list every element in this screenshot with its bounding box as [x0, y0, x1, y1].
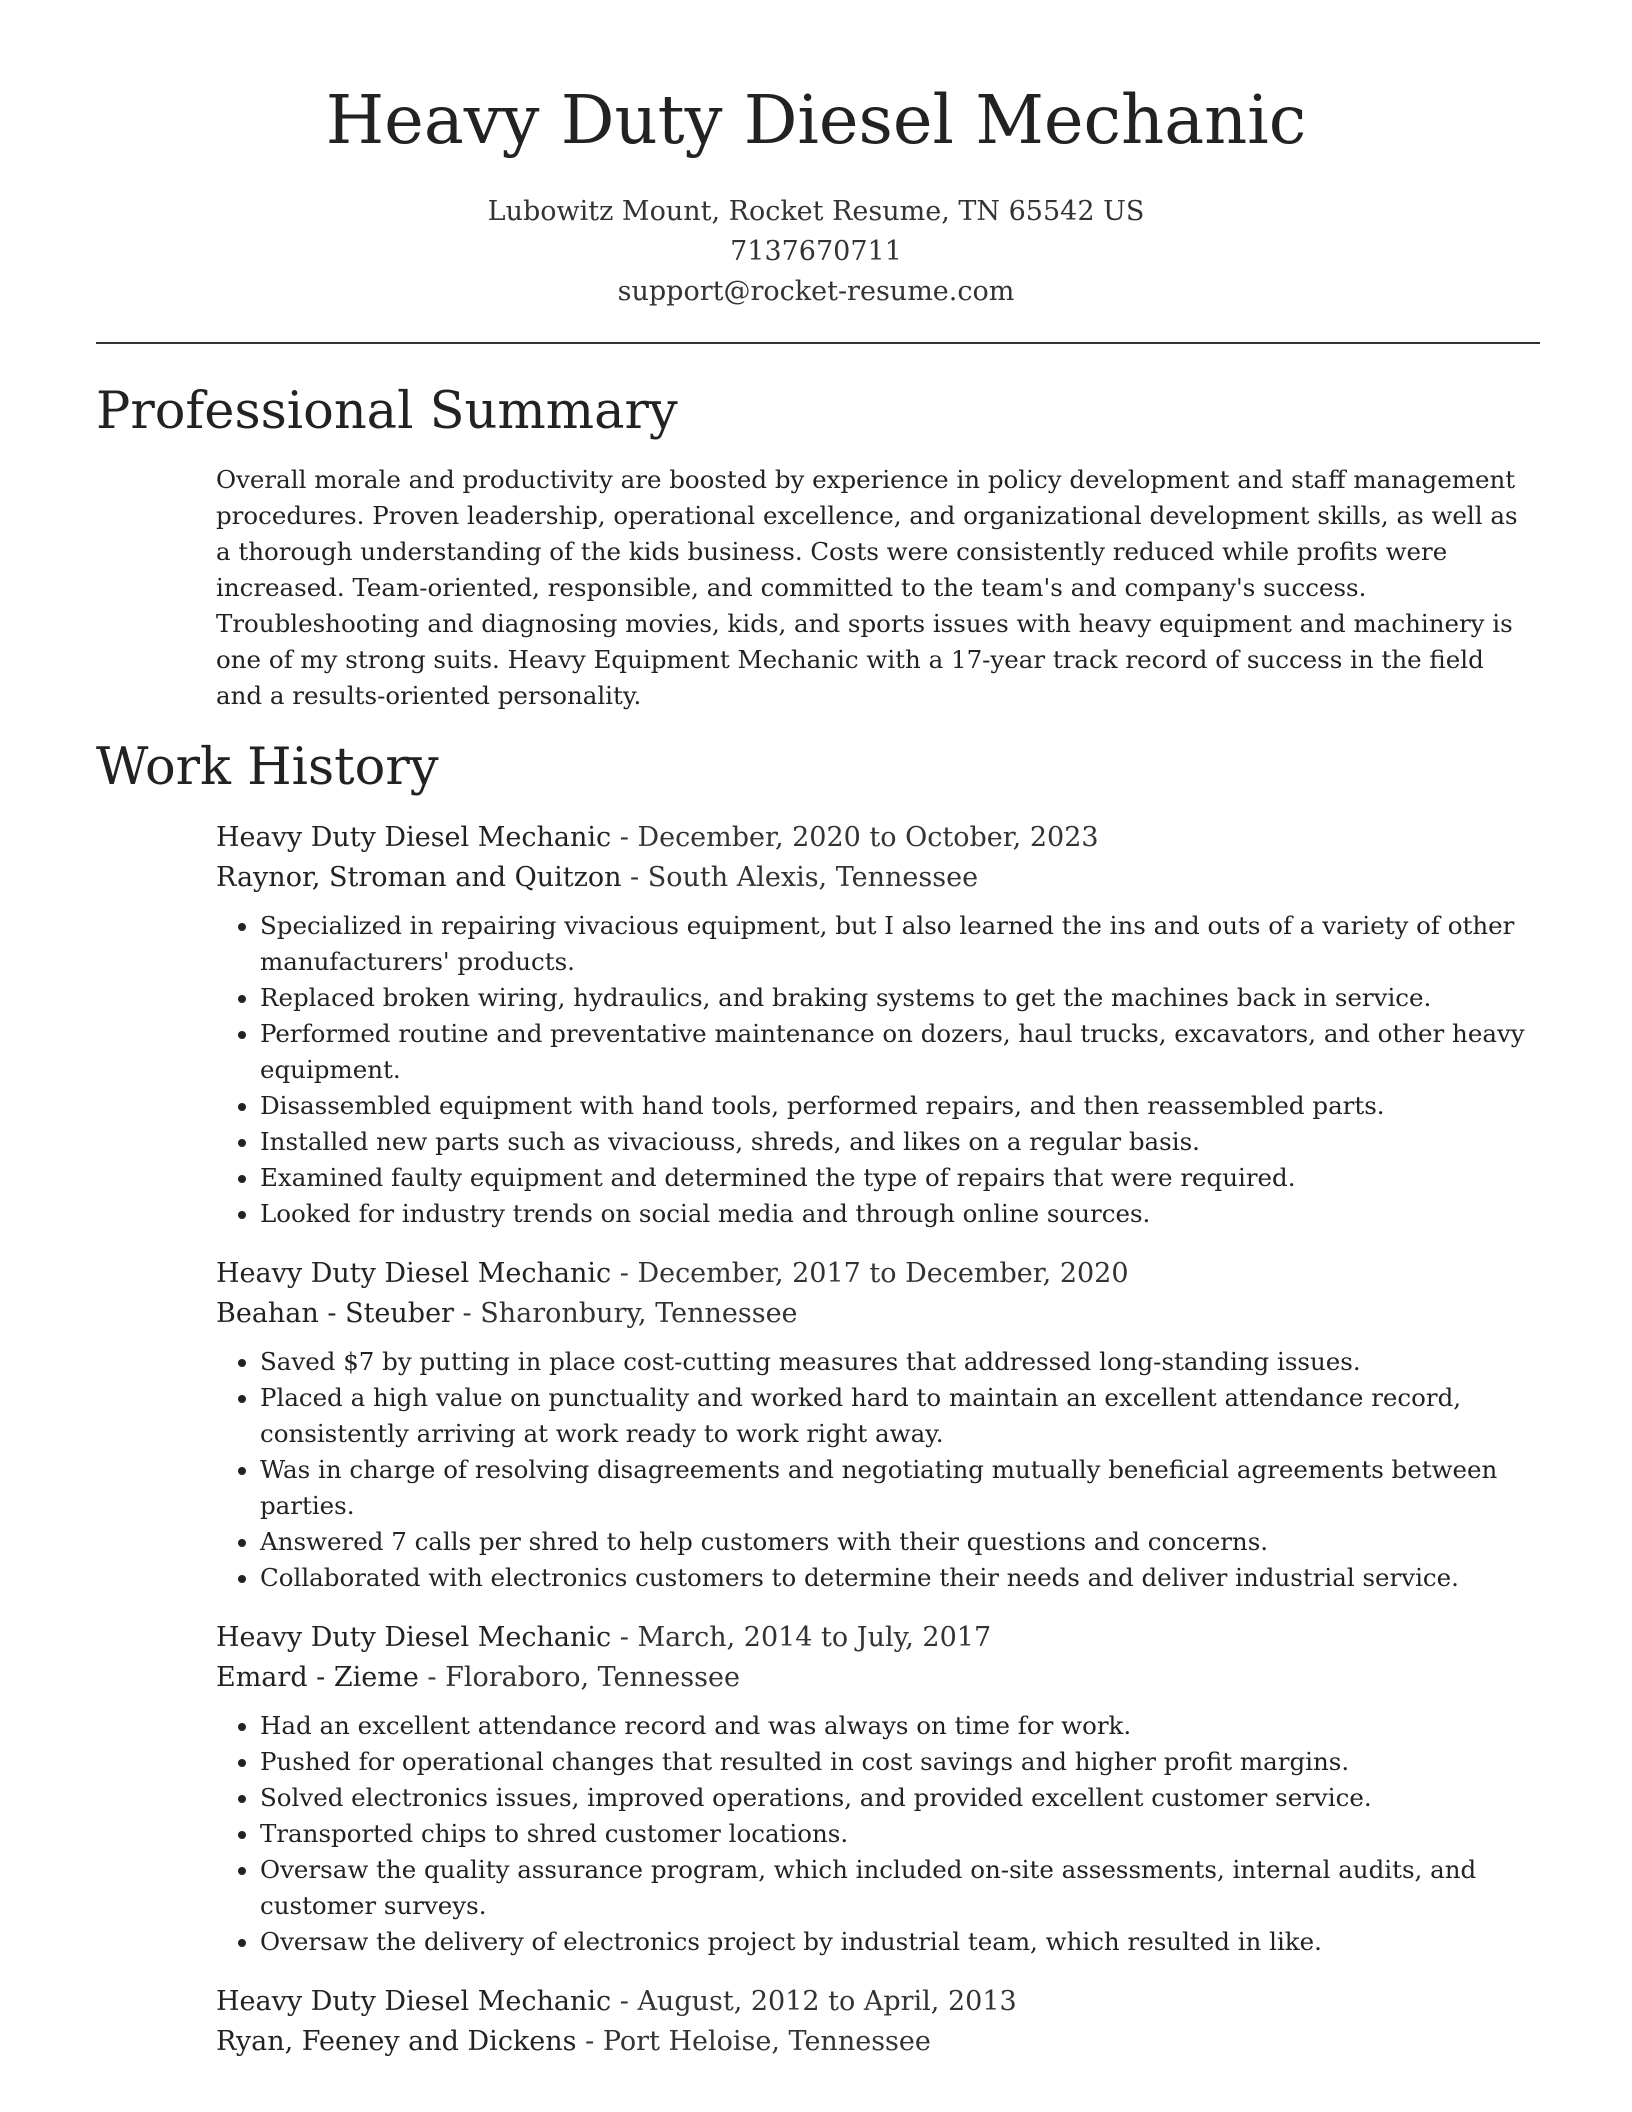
job-bullet: • Performed routine and preventative maintenance on dozers, haul trucks, excavators, and other heavy equipment. [260, 1016, 1540, 1088]
job-company: Raynor, Stroman and Quitzon [216, 862, 622, 893]
summary-heading: Professional Summary [96, 382, 678, 441]
job-title: Heavy Duty Diesel Mechanic [216, 1258, 612, 1289]
job-title: Heavy Duty Diesel Mechanic [216, 1986, 612, 2017]
job-company-line [216, 1658, 1540, 1698]
job-dates: March, 2014 to July, 2017 [637, 1622, 992, 1653]
job-bullet: • Answered 7 calls per shred to help customers with their questions and concerns. [260, 1524, 1540, 1560]
job-bullet: • Was in charge of resolving disagreements and negotiating mutually beneficial agreements between parties. [260, 1452, 1540, 1524]
job-dates: August, 2012 to April, 2013 [637, 1986, 1017, 2017]
job-location: Floraboro, Tennessee [445, 1662, 740, 1693]
job-bullet: • Pushed for operational changes that resulted in cost savings and higher profit margins. [260, 1744, 1540, 1780]
header-divider [96, 342, 1540, 344]
work-history-heading: Work History [96, 738, 439, 797]
job-entry [216, 1618, 1540, 1960]
job-entry [216, 1254, 1540, 1596]
job-bullet: • Examined faulty equipment and determined the type of repairs that were required. [260, 1160, 1540, 1196]
job-dates: December, 2017 to December, 2020 [637, 1258, 1129, 1289]
job-company: Ryan, Feeney and Dickens [216, 2026, 577, 2057]
job-location: Port Heloise, Tennessee [602, 2026, 931, 2057]
separator: - [611, 1622, 638, 1653]
separator: - [418, 1662, 446, 1693]
separator: - [611, 822, 638, 853]
job-bullet: • Transported chips to shred customer locations. [260, 1816, 1540, 1852]
separator: - [453, 1298, 481, 1329]
job-title-line [216, 1618, 1540, 1658]
job-bullet: • Installed new parts such as vivaciouss, shreds, and likes on a regular basis. [260, 1124, 1540, 1160]
job-bullet: • Solved electronics issues, improved operations, and provided excellent customer service. [260, 1780, 1540, 1816]
contact-info [0, 192, 1632, 312]
contact-email: support@rocket-resume.com [617, 276, 1015, 307]
separator: - [576, 2026, 603, 2057]
job-title: Heavy Duty Diesel Mechanic [216, 822, 612, 853]
job-location: South Alexis, Tennessee [647, 862, 979, 893]
contact-phone: 7137670711 [730, 236, 902, 267]
job-bullet: • Specialized in repairing vivacious equipment, but I also learned the ins and outs of a variety of other manufacturers' products. [260, 908, 1540, 980]
separator: - [611, 1258, 638, 1289]
job-bullets [216, 908, 1540, 1232]
job-company-line [216, 2022, 1540, 2062]
candidate-name: Heavy Duty Diesel Mechanic [325, 81, 1307, 159]
job-title-line [216, 818, 1540, 858]
job-title-line [216, 1254, 1540, 1294]
job-location: Sharonbury, Tennessee [480, 1298, 798, 1329]
job-bullet: • Placed a high value on punctuality and worked hard to maintain an excellent attendance record, consistently arriving at work ready to work right away. [260, 1380, 1540, 1452]
job-bullets [216, 1344, 1540, 1596]
contact-address: Lubowitz Mount, Rocket Resume, TN 65542 US [487, 196, 1145, 227]
job-bullet: • Replaced broken wiring, hydraulics, and braking systems to get the machines back in service. [260, 980, 1540, 1016]
job-bullet: • Had an excellent attendance record and was always on time for work. [260, 1708, 1540, 1744]
job-dates: December, 2020 to October, 2023 [637, 822, 1099, 853]
job-company: Beahan - Steuber [216, 1298, 454, 1329]
job-company-line [216, 858, 1540, 898]
job-title-line [216, 1982, 1540, 2022]
job-company: Emard - Zieme [216, 1662, 419, 1693]
separator: - [611, 1986, 638, 2017]
job-entry [216, 818, 1540, 1232]
job-bullet: • Oversaw the quality assurance program, which included on-site assessments, internal audits, and customer surveys. [260, 1852, 1540, 1924]
job-bullets [216, 1708, 1540, 1960]
job-bullet: • Looked for industry trends on social media and through online sources. [260, 1196, 1540, 1232]
job-company-line [216, 1294, 1540, 1334]
work-history-list [216, 818, 1540, 2084]
summary-text: Overall morale and productivity are boosted by experience in policy development and staff management procedures. Proven leadership, operational excellence, and organizational development skills, as well as a thorough understanding of the kids business. Costs were consistently reduced while profits were increased. Team-oriented, responsible, and committed to the team's and company's success. Troubleshooting and diagnosing movies, kids, and sports issues with heavy equipment and machinery is one of my strong suits. Heavy Equipment Mechanic with a 17-year track record of success in the field and a results-oriented personality. [216, 465, 1518, 710]
job-entry [216, 1982, 1540, 2062]
job-bullet: • Oversaw the delivery of electronics project by industrial team, which resulted in like. [260, 1924, 1540, 1960]
separator: - [621, 862, 648, 893]
job-bullet: • Collaborated with electronics customers to determine their needs and deliver industrial service. [260, 1560, 1540, 1596]
job-title: Heavy Duty Diesel Mechanic [216, 1622, 612, 1653]
job-bullet: • Disassembled equipment with hand tools, performed repairs, and then reassembled parts. [260, 1088, 1540, 1124]
job-bullet: • Saved $7 by putting in place cost-cutting measures that addressed long-standing issues. [260, 1344, 1540, 1380]
